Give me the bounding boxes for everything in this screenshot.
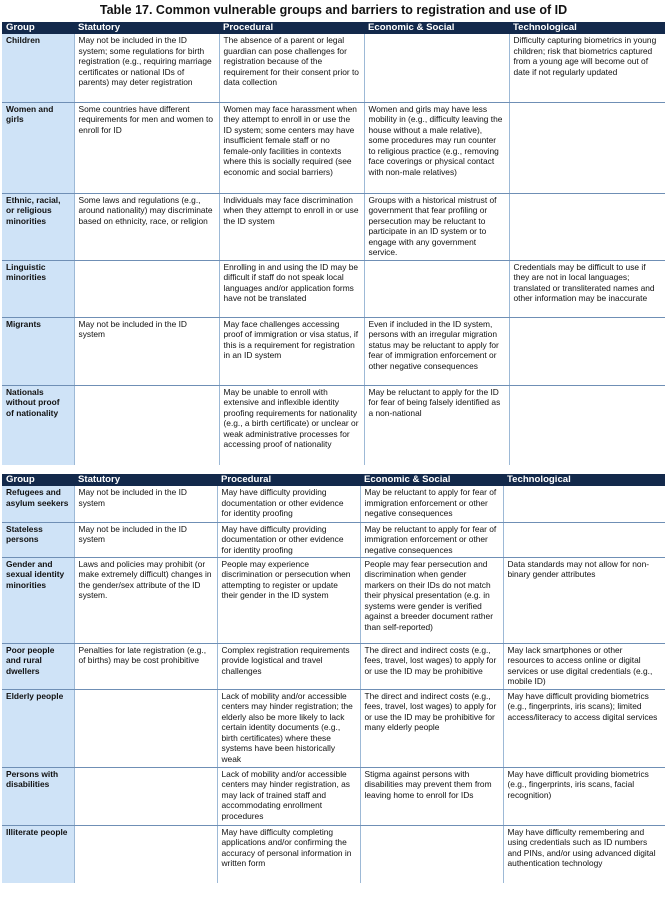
group-cell: Nationals without proof of nationality [2, 385, 74, 465]
technological-cell: Data standards may not allow for non-binary gender attributes [503, 557, 665, 643]
table-row [2, 557, 665, 643]
group-cell: Stateless persons [2, 522, 74, 557]
technological-cell: May lack smartphones or other resources to access online or digital services or use digital credentials (e.g., mobile ID) [503, 643, 665, 689]
statutory-cell: May not be included in the ID system [74, 522, 217, 557]
statutory-cell: Some countries have different requirements for men and women to enroll for ID [74, 102, 219, 193]
header-group: Group [2, 22, 74, 34]
statutory-cell [74, 689, 217, 767]
technological-cell: Difficulty capturing biometrics in young children; risk that biometrics captured from a young age will become out of date if not regularly updated [509, 34, 665, 102]
group-cell: Illiterate people [2, 825, 74, 883]
statutory-cell [74, 767, 217, 825]
procedural-cell: Women may face harassment when they attempt to enroll in or use the ID system; some centers may have insufficient female staff or no female-only facilities in contexts where this is socially required (see economic and social barriers) [219, 102, 364, 193]
procedural-cell: May have difficulty providing documentation or other evidence for identity proofing [217, 486, 360, 522]
header-procedural: Procedural [217, 474, 360, 486]
table-row [2, 643, 665, 689]
economic-social-cell: Even if included in the ID system, persons with an irregular migration status may be reluctant to apply for fear of immigration enforcement or other negative consequences [364, 317, 509, 385]
technological-cell: Credentials may be difficult to use if they are not in local languages; translated or transliterated names and other information may be inaccurate [509, 260, 665, 317]
procedural-cell: Lack of mobility and/or accessible centers may hinder registration, as may lack of trained staff and accommodating enrollment procedures [217, 767, 360, 825]
economic-social-cell: The direct and indirect costs (e.g., fees, travel, lost wages) to apply for or use the ID may be prohibitive for many elderly people [360, 689, 503, 767]
technological-cell [503, 486, 665, 522]
statutory-cell: May not be included in the ID system; some regulations for birth registration (e.g., requiring marriage certificates or national IDs of parents) may deter registration [74, 34, 219, 102]
statutory-cell [74, 385, 219, 465]
table-row [2, 689, 665, 767]
table-row [2, 767, 665, 825]
procedural-cell: May have difficulty completing applications and/or confirming the accuracy of personal information in written form [217, 825, 360, 883]
table-row [2, 317, 665, 385]
statutory-cell [74, 260, 219, 317]
economic-social-cell: Stigma against persons with disabilities may prevent them from leaving home to enroll for IDs [360, 767, 503, 825]
technological-cell [509, 385, 665, 465]
procedural-cell: Enrolling in and using the ID may be difficult if staff do not speak local languages and/or application forms have not be translated [219, 260, 364, 317]
procedural-cell: May have difficulty providing documentation or other evidence for identity proofing [217, 522, 360, 557]
table-2 [2, 474, 665, 883]
table-title: Table 17. Common vulnerable groups and barriers to registration and use of ID [99, 3, 568, 17]
group-cell: Women and girls [2, 102, 74, 193]
statutory-cell: Some laws and regulations (e.g., around nationality) may discriminate based on ethnicity, race, or religion [74, 193, 219, 260]
technological-cell [509, 193, 665, 260]
technological-cell [509, 317, 665, 385]
economic-social-cell [364, 260, 509, 317]
table-row [2, 385, 665, 465]
header-technological: Technological [509, 22, 665, 34]
group-cell: Persons with disabilities [2, 767, 74, 825]
table-row [2, 825, 665, 883]
procedural-cell: Individuals may face discrimination when they attempt to enroll in or use the ID system [219, 193, 364, 260]
header-economic-social: Economic & Social [364, 22, 509, 34]
technological-cell: May have difficulty remembering and using credentials such as ID numbers and PINs, and/or using advanced digital authentication technology [503, 825, 665, 883]
statutory-cell [74, 825, 217, 883]
group-cell: Ethnic, racial, or religious minorities [2, 193, 74, 260]
table-1 [2, 22, 665, 465]
procedural-cell: May face challenges accessing proof of immigration or visa status, if this is a requirement for registration in an ID system [219, 317, 364, 385]
group-cell: Elderly people [2, 689, 74, 767]
header-procedural: Procedural [219, 22, 364, 34]
economic-social-cell [364, 34, 509, 102]
technological-cell: May have difficult providing biometrics (e.g., fingerprints, iris scans); limited access/literacy to access digital services [503, 689, 665, 767]
economic-social-cell: The direct and indirect costs (e.g., fees, travel, lost wages) to apply for or use the ID may be prohibitive [360, 643, 503, 689]
header-group: Group [2, 474, 74, 486]
header-technological: Technological [503, 474, 665, 486]
group-cell: Refugees and asylum seekers [2, 486, 74, 522]
statutory-cell: Penalties for late registration (e.g., of births) may be cost prohibitive [74, 643, 217, 689]
economic-social-cell: May be reluctant to apply for fear of immigration enforcement or other negative consequences [360, 522, 503, 557]
procedural-cell: May be unable to enroll with extensive and inflexible identity proofing requirements for nationality (e.g., a birth certificate) or unclear or weak administrative processes for accessing proof of nationality [219, 385, 364, 465]
group-cell: Linguistic minorities [2, 260, 74, 317]
group-cell: Migrants [2, 317, 74, 385]
technological-cell [503, 522, 665, 557]
header-statutory: Statutory [74, 474, 217, 486]
procedural-cell: The absence of a parent or legal guardian can pose challenges for registration because of the requirement for their consent prior to data collection [219, 34, 364, 102]
header-economic-social: Economic & Social [360, 474, 503, 486]
technological-cell [509, 102, 665, 193]
procedural-cell: Complex registration requirements provide logistical and travel challenges [217, 643, 360, 689]
group-cell: Gender and sexual identity minorities [2, 557, 74, 643]
header-statutory: Statutory [74, 22, 219, 34]
economic-social-cell: Women and girls may have less mobility in (e.g., difficulty leaving the house without a male relative), some procedures may run counter to religious practice (e.g., removing face coverings or physical contact with non-male relatives) [364, 102, 509, 193]
statutory-cell: May not be included in the ID system [74, 486, 217, 522]
procedural-cell: Lack of mobility and/or accessible centers may hinder registration; the elderly also be more likely to lack certain identity documents (e.g., birth certificates) where these systems have been historically weak [217, 689, 360, 767]
table-row [2, 522, 665, 557]
technological-cell: May have difficult providing biometrics (e.g., fingerprints, iris scans, facial recognition) [503, 767, 665, 825]
table-row [2, 34, 665, 102]
economic-social-cell: People may fear persecution and discrimination when gender markers on their IDs do not match their physical presentation (e.g. in systems were gender is verified against a breeder document rather than self-reported) [360, 557, 503, 643]
table-row [2, 193, 665, 260]
table-row [2, 260, 665, 317]
statutory-cell: May not be included in the ID system [74, 317, 219, 385]
economic-social-cell [360, 825, 503, 883]
procedural-cell: People may experience discrimination or persecution when attempting to register or update their gender in the ID system [217, 557, 360, 643]
economic-social-cell: Groups with a historical mistrust of government that fear profiling or persecution may be reluctant to participate in an ID system or to engage with any government service. [364, 193, 509, 260]
table-row [2, 102, 665, 193]
statutory-cell: Laws and policies may prohibit (or make extremely difficult) changes in the gender/sex attribute of the ID system. [74, 557, 217, 643]
group-cell: Poor people and rural dwellers [2, 643, 74, 689]
table-row [2, 486, 665, 522]
economic-social-cell: May be reluctant to apply for fear of immigration enforcement or other negative consequences [360, 486, 503, 522]
group-cell: Children [2, 34, 74, 102]
economic-social-cell: May be reluctant to apply for the ID for fear of being falsely identified as a non-national [364, 385, 509, 465]
